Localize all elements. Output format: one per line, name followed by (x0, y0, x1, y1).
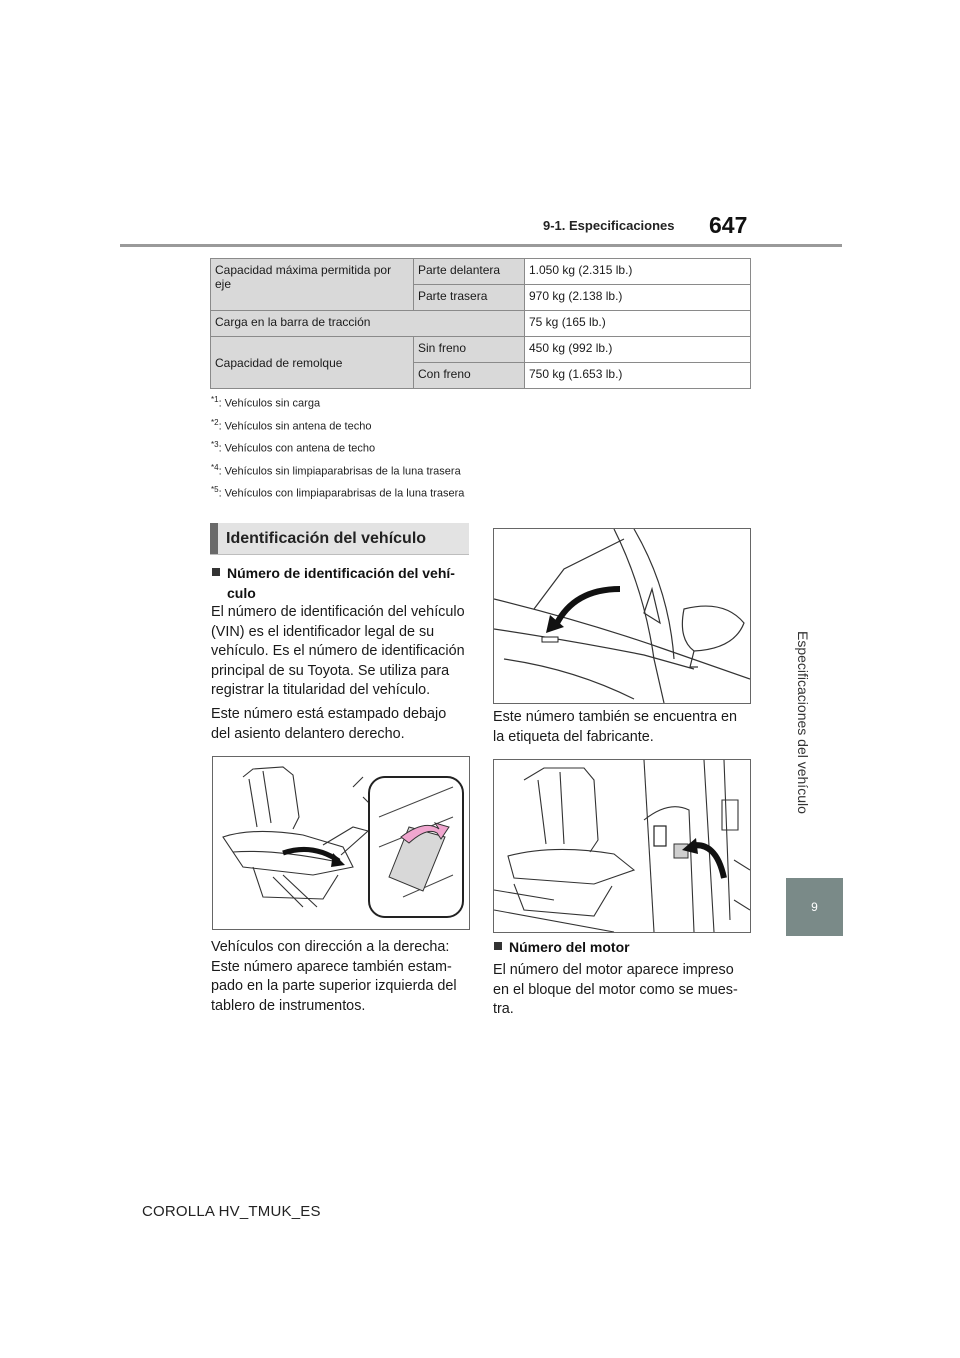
chapter-side-label: Especificaciones del vehículo (795, 630, 811, 814)
seat-vin-illustration (212, 756, 470, 930)
section-heading-text: Identificación del vehículo (226, 529, 427, 547)
footnote: $^{*5}$: Vehículos con limpiaparabrisas de la luna trasera (211, 485, 465, 500)
table-cell-sub: Parte trasera (414, 285, 525, 311)
table-cell-value: 1.050 kg (2.315 lb.) (525, 259, 751, 285)
document-code: COROLLA HV_TMUK_ES (142, 1203, 321, 1220)
pillar-label-illustration (493, 759, 751, 933)
table-cell-value: 970 kg (2.138 lb.) (525, 285, 751, 311)
square-bullet-icon (494, 942, 502, 950)
table-cell-sub: Con freno (414, 363, 525, 389)
table-cell-label: Carga en la barra de tracción (211, 311, 525, 337)
section-heading (210, 523, 469, 555)
footnote: $^{*2}$: Vehículos sin antena de techo (211, 418, 372, 433)
vin-heading: Número de identificación del vehí- culo (212, 563, 472, 603)
table-cell-label: Capacidad máxima permitida por eje (211, 259, 414, 311)
page-number: 647 (709, 212, 748, 238)
table-row (211, 259, 751, 285)
square-bullet-icon (212, 568, 220, 576)
weight-specs-table (210, 258, 751, 389)
table-cell-label: Capacidad de remolque (211, 337, 414, 389)
stamp-paragraph: Este número está estampado debajo del asiento delantero derecho. (211, 706, 447, 742)
label-paragraph: Este número también se encuentra en la etiqueta del fabricante. (493, 709, 737, 745)
section-title: 9-1. Especificaciones (543, 218, 675, 233)
table-cell-sub: Sin freno (414, 337, 525, 363)
header-divider (120, 244, 842, 247)
table-cell-value: 750 kg (1.653 lb.) (525, 363, 751, 389)
table-row (211, 337, 751, 363)
table-cell-sub: Parte delantera (414, 259, 525, 285)
table-row (211, 311, 751, 337)
engine-heading: Número del motor (494, 937, 754, 957)
footnote: $^{*1}$: Vehículos sin carga (211, 395, 321, 410)
engine-paragraph: El número del motor aparece impreso en el bloque del motor como se mues- tra. (493, 962, 738, 1017)
vin-paragraph: El número de identificación del vehículo (VIN) es el identificador legal de su vehículo. Es el número de identificación principal de su Toyota. Se utiliza para registrar la titularidad del vehículo. (211, 604, 465, 698)
footnote: $^{*4}$: Vehículos sin limpiaparabrisas de la luna trasera (211, 463, 461, 478)
chapter-tab: 9 (786, 878, 843, 936)
table-cell-value: 75 kg (165 lb.) (525, 311, 751, 337)
heading-bar (210, 523, 218, 554)
windshield-vin-illustration (493, 528, 751, 704)
footnote: $^{*3}$: Vehículos con antena de techo (211, 440, 376, 455)
table-cell-value: 450 kg (992 lb.) (525, 337, 751, 363)
rhd-paragraph: Vehículos con dirección a la derecha: Este número aparece también estam- pado en la parte superior izquierda del tablero de instrumentos. (211, 939, 457, 1014)
